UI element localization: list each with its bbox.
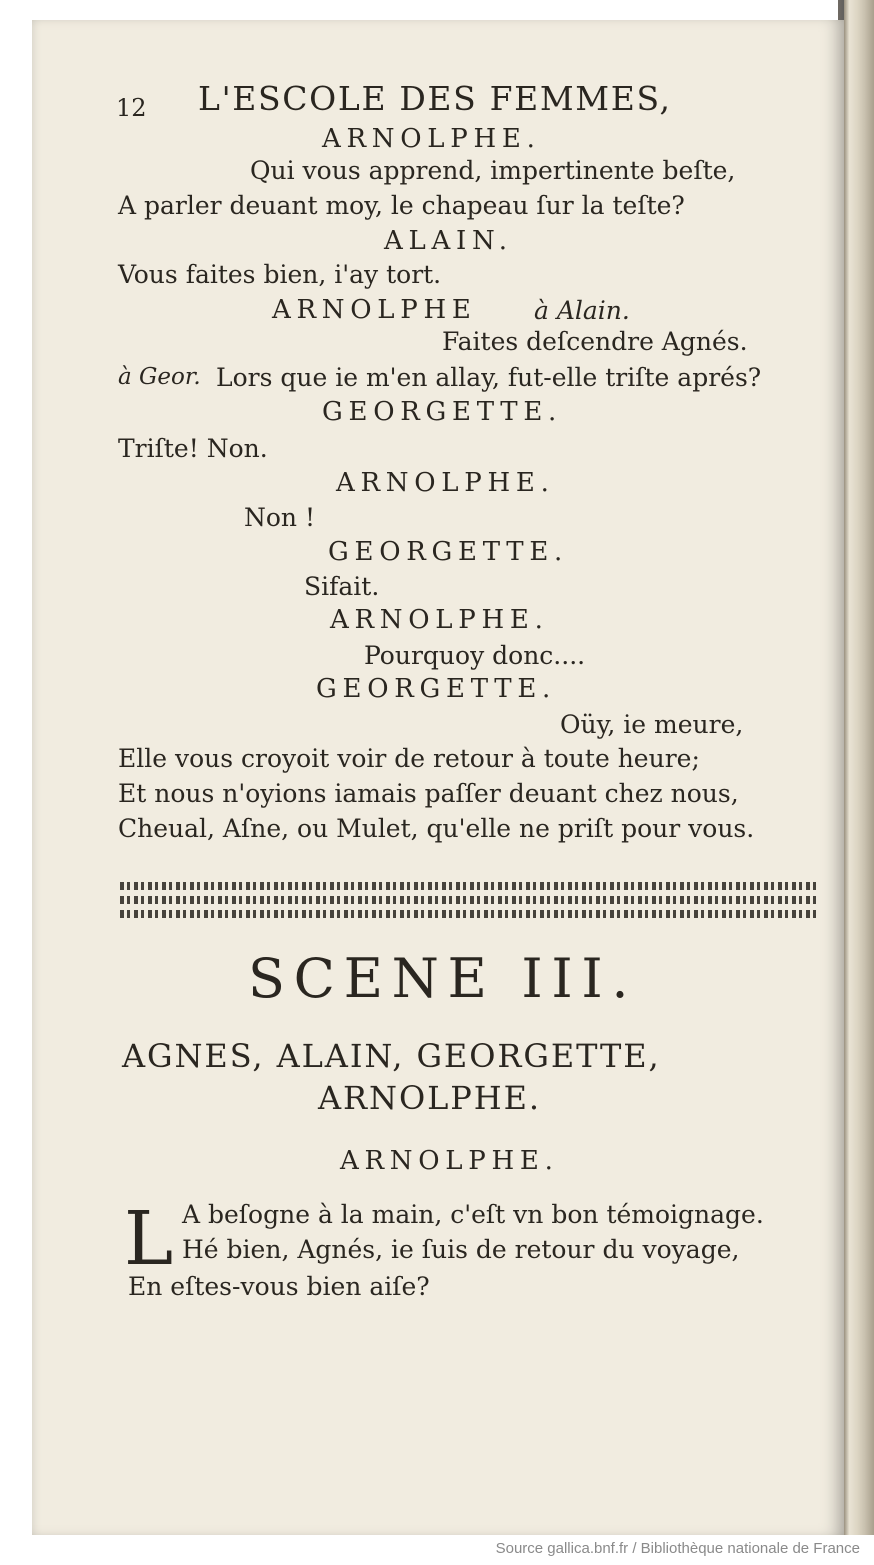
- speaker-name: ARNOLPHE.: [322, 124, 541, 154]
- speaker-name: ARNOLPHE.: [330, 605, 549, 635]
- verse-line: Cheual, Aſne, ou Mulet, qu'elle ne priſt pour vous.: [118, 814, 755, 843]
- verse-line: Non !: [244, 503, 316, 532]
- verse-line: Hé bien, Agnés, ie ſuis de retour du voyage,: [182, 1235, 740, 1264]
- page-number: 12: [116, 94, 147, 122]
- speaker-name: ARNOLPHE.: [340, 1146, 559, 1176]
- source-credit: Source gallica.bnf.fr / Bibliothèque nationale de France: [495, 1540, 860, 1557]
- verse-line: Qui vous apprend, impertinente beſte,: [250, 156, 736, 185]
- scene-characters: AGNES, ALAIN, GEORGETTE,: [122, 1037, 661, 1075]
- verse-line: Lors que ie m'en allay, fut-elle triſte aprés?: [216, 363, 762, 392]
- verse-line: Sifait.: [304, 572, 380, 601]
- verse-line: A parler deuant moy, le chapeau ſur la teſte?: [118, 191, 685, 220]
- verse-line: A beſogne à la main, c'eſt vn bon témoignage.: [182, 1200, 764, 1229]
- book-page-edge: [844, 0, 874, 1535]
- verse-line: En eſtes-vous bien aiſe?: [128, 1272, 430, 1301]
- verse-line: Oüy, ie meure,: [560, 710, 744, 739]
- speaker-name: ARNOLPHE.: [336, 468, 555, 498]
- scene-title: SCENE III.: [248, 947, 638, 1010]
- scene-characters: ARNOLPHE.: [318, 1079, 541, 1117]
- speaker-name: ALAIN.: [384, 226, 513, 256]
- ornamental-divider: [120, 882, 820, 918]
- stage-direction: à Geor.: [118, 364, 201, 390]
- stage-direction: à Alain.: [534, 296, 630, 325]
- speaker-name: GEORGETTE.: [316, 674, 556, 704]
- verse-line: Faites deſcendre Agnés.: [442, 327, 748, 356]
- verse-line: Elle vous croyoit voir de retour à toute heure;: [118, 744, 700, 773]
- verse-line: Triſte! Non.: [118, 434, 268, 463]
- running-title: L'ESCOLE DES FEMMES,: [198, 79, 672, 118]
- verse-line: Et nous n'oyions iamais paſſer deuant chez nous,: [118, 779, 739, 808]
- verse-line: Vous faites bien, i'ay tort.: [118, 260, 442, 289]
- speaker-name: GEORGETTE.: [328, 537, 568, 567]
- verse-line: Pourquoy donc....: [364, 641, 586, 670]
- speaker-name: GEORGETTE.: [322, 397, 562, 427]
- speaker-name: ARNOLPHE: [272, 295, 477, 325]
- drop-cap: L: [124, 1196, 174, 1282]
